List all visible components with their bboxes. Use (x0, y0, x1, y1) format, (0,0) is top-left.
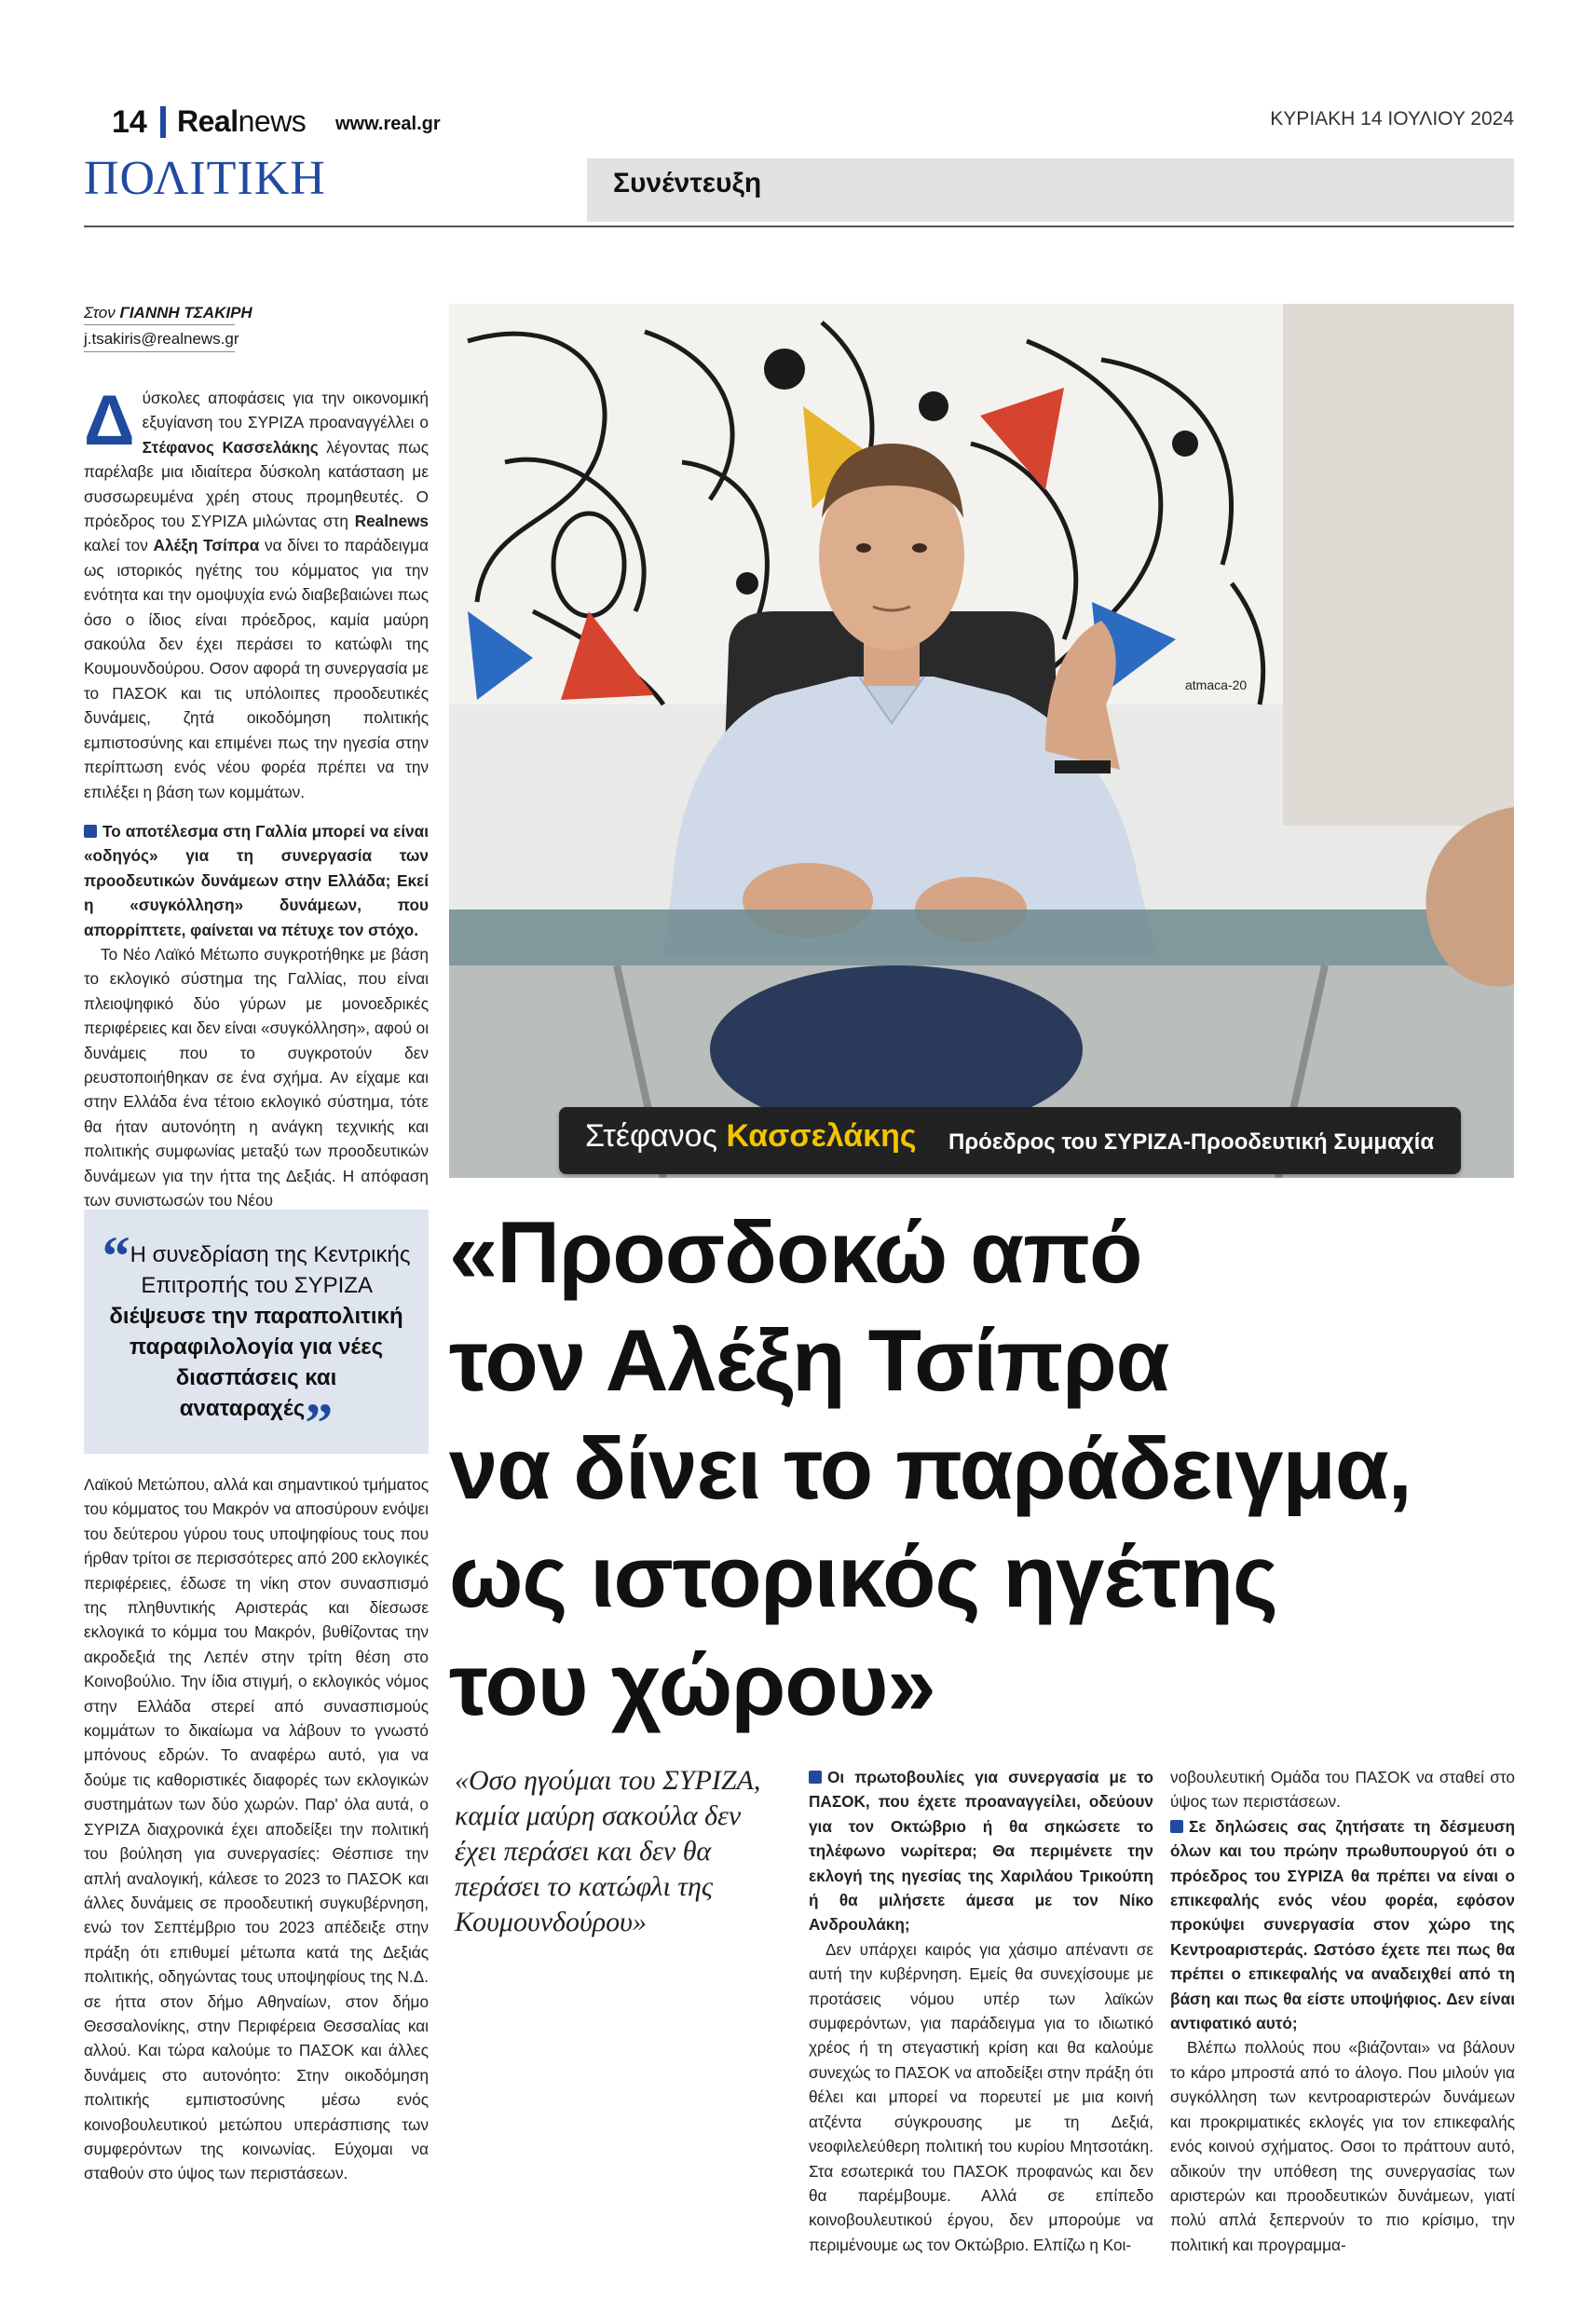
question-marker-icon (809, 1771, 822, 1784)
question-marker-icon (84, 825, 97, 838)
page-number: 14 (112, 104, 147, 140)
interview-question-2: Οι πρωτοβουλίες για συνεργασία με το ΠΑΣΟΚ, που έχετε προαναγγείλει, οδεύουν για τον Οκτώβριο ή θα σηκώσετε το τηλέφωνο νωρίτερα; Θα περιμένετε την εκλογή της ηγεσίας της Χαριλάου Τρικούπη ή θα μιλήσετε άμεσα με τον Νίκο Ανδρουλάκη; (809, 1768, 1153, 1935)
interview-photo (449, 304, 1514, 1178)
interview-answer-1-continued: Λαϊκού Μετώπου, αλλά και σημαντικού τμήματος του κόμματος του Μακρόν να αποσύρουν ενόψει του δεύτερου γύρου τους υποψηφίους τους που ήρθαν τρίτοι σε περισσότερες από 200 εκλογικές περιφέρειες, έδωσε τη νίκη στον συνασπισμό της πληθυντικής Αριστεράς και δίεσωσε εκλογικά το κόμμα του Μακρόν, βυθίζοντας την ακροδεξιά της Λεπέν στην τρίτη θέση στο Κοινοβούλιο. Την ίδια στιγμή, ο εκλογικός νόμος στην Ελλάδα στερεί από συνασπισμούς κομμάτων το δικαίωμα να λάβουν το γνωστό μπόνους εδρών. Το αναφέρω αυτό, για να δούμε τις καθοριστικές διαφορές των εκλογικών συστημάτων των δύο χωρών. Παρ' όλα αυτά, ο ΣΥΡΙΖΑ διαχρονικά έχει αποδείξει την πολιτική του βούληση για συνεργασίες: Θέσπισε την απλή αναλογική, κάλεσε το 2023 το ΠΑΣΟΚ και άλλες δυνάμεις σε προοδευτική συγκυβέρνηση, ενώ τον Σεπτέμβριο του 2023 απέδειξε στην πράξη ότι επιθυμεί μέτωπα κατά της Δεξιάς πολιτικής, οδηγώντας τους υποψηφίους της Ν.Δ. σε ήττα στον δήμο Αθηναίων, στον δήμο Θεσσαλονίκης, στην Περιφέρεια Θεσσαλίας και αλλού. Και τώρα καλούμε το ΠΑΣΟΚ και άλλες δυνάμεις στο αυτονόητο: Στην οικοδόμηση πολιτικής εμπιστοσύνης μέσω ενός κοινοβουλευτικού μετώπου υπεράσπισης των συμφερόντων της κοινωνίας. Εύχομαι να σταθούν στο ύψος των περιστάσεων. (84, 1475, 429, 2183)
publication-logo (177, 104, 306, 139)
interview-answer-2-continued: νοβουλευτική Ομάδα του ΠΑΣΟΚ να σταθεί στο ύψος των περιστάσεων. (1170, 1768, 1515, 1812)
intro-name: Στέφανος Κασσελάκης (142, 437, 319, 457)
website-url: www.real.gr (335, 114, 441, 134)
byline-author: ΓΙΑΝΝΗ ΤΣΑΚΙΡΗ (119, 304, 252, 321)
byline-prefix: Στον (84, 304, 116, 321)
brand-light: news (238, 104, 307, 138)
byline (84, 304, 252, 322)
headline-line: να δίνει το παράδειγμα, (449, 1419, 1412, 1517)
open-quote-icon: “ (102, 1225, 130, 1287)
painting-signature: atmaca-20 (1185, 677, 1248, 692)
issue-date: ΚΥΡΙΑΚΗ 14 ΙΟΥΛΙΟΥ 2024 (1270, 108, 1514, 130)
close-quote-icon: ” (305, 1392, 334, 1454)
intro-tsipras: Αλέξη Τσίπρα (153, 536, 260, 555)
photo-illustration (449, 304, 1514, 1178)
headline-line: τον Αλέξη Τσίπρα (449, 1311, 1169, 1409)
article-intro: Δύσκολες αποφάσεις για την οικονομική εξυγίανση του ΣΥΡΙΖΑ προαναγγέλλει ο Στέφανος Κασσελάκης λέγοντας πως παρέλαβε μια ιδιαίτερα δύσκολη κατάσταση με συσσωρευμένα χρέη στους προμηθευτές. Ο πρόεδρος του ΣΥΡΙΖΑ μιλώντας στη Realnews καλεί τον Αλέξη Τσίπρα να δίνει το παράδειγμα ως ιστορικός ηγέτης του κόμματος για την ενότητα και την ομοψυχία ενώ διαβεβαιώνει πως όσο ο ίδιος είναι πρόεδρος, καμία μαύρη σακούλα δεν έχει περάσει το κατώφλι της Κουμουνδούρου. Οσον αφορά τη συνεργασία με το ΠΑΣΟΚ και τις υπόλοιπες προοδευτικές δυνάμεις, ζητά οικοδόμηση πολιτικής εμπιστοσύνης και επιμένει πως την ηγεσία στην περίπτωση ενός νέου φορέα πρέπει να την επιλέξει η βάση των κομμάτων. (84, 381, 429, 801)
caption-name: Στέφανος Κασσελάκης (585, 1118, 917, 1154)
interview-question-3: Σε δηλώσεις σας ζητήσατε τη δέσμευση όλων και του πρώην πρωθυπουργού ότι ο πρόεδρος του ΣΥΡΙΖΑ θα πρέπει να είναι ο επικεφαλής ενός νέου φορέα, εφόσον προκύψει συνεργασία στον χώρο της Κεντροαριστεράς. Ωστόσο έχετε πει πως θα πρέπει ο επικεφαλής να αναδειχθεί από τη βάση και πως θα είστε υποψήφιος. Δεν είναι αντιφατικό αυτό; (1170, 1816, 1515, 2033)
drop-cap: Δ (84, 381, 135, 460)
article-column-right (1170, 1765, 1515, 2257)
headline-line: «Προσδοκώ από (449, 1203, 1142, 1301)
author-email: j.tsakiris@realnews.gr (84, 330, 239, 348)
section-title: ΠΟΛΙΤΙΚΗ (84, 152, 326, 205)
article-column-middle (809, 1765, 1153, 2257)
intro-brand: Realnews (354, 512, 429, 531)
caption-role: Πρόεδρος του ΣΥΡΙΖΑ-Προοδευτική Συμμαχία (948, 1129, 1435, 1155)
header-rule (84, 226, 1514, 227)
glass-desk (449, 910, 1514, 965)
headline (449, 1198, 1521, 1739)
byline-rule (84, 351, 235, 352)
article-column-left-top (84, 381, 430, 1212)
interview-answer-3: Βλέπω πολλούς που «βιάζονται» να βάλουν το κάρο μπροστά από το άλογο. Που μιλούν για συγκόλληση των κεντροαριστερών δυνάμεων και προκριματικές εκλογές για τον επικεφαλής ενός κοινού σχήματος. Οσοι το πράττουν αυτό, αδικούν την υπόθεση της συνεργασίας των αριστερών και προοδευτικών δυνάμεων, γιατί πολύ απλά ξεπερνούν το πιο κρίσιμο, την πολιτική και προγραμμα- (1170, 2038, 1515, 2254)
pull-quote: “Η συνεδρίαση της Κεντρικής Επιτροπής του ΣΥΡΙΖΑ διέψευσε την παραπολιτική παραφιλολογία για νέες διασπάσεις και αναταραχές” (102, 1225, 411, 1454)
section-tag: Συνέντευξη (613, 168, 762, 198)
brand-bold: Real (177, 104, 239, 138)
question-marker-icon (1170, 1820, 1183, 1833)
interview-question-1: Το αποτέλεσμα στη Γαλλία μπορεί να είναι «οδηγός» για τη συνεργασία των προοδευτικών δυνάμεων στην Ελλάδα; Εκεί η «συγκόλληση» δυνάμεων, που απορρίπτετε, φαίνεται να πέτυχε τον στόχο. (84, 821, 429, 939)
byline-rule (84, 324, 235, 325)
page-number-divider (160, 106, 166, 138)
wristwatch (1055, 760, 1111, 773)
highlight-quote: «Οσο ηγούμαι του ΣΥΡΙΖΑ, καμία μαύρη σακούλα δεν έχει περάσει και δεν θα περάσει το κατώφλι της Κουμουνδούρου» (455, 1765, 761, 1937)
headline-line: του χώρου» (449, 1635, 935, 1733)
interview-answer-2: Δεν υπάρχει καιρός για χάσιμο απέναντι σε αυτή την κυβέρνηση. Εμείς θα συνεχίσουμε με προτάσεις νόμου υπέρ των λαϊκών συμφερόντων, για παράδειγμα για το ιδιωτικό χρέος ή τη στεγαστική κρίση και θα καλούμε συνεχώς το ΠΑΣΟΚ να αποδείξει στην πράξη ότι θέλει και μπορεί να πορευτεί με μια κοινή ατζέντα σύγκρουσης με τη Δεξιά, νεοφιλελεύθερη πολιτική του κυρίου Μητσοτάκη. Στα εσωτερικά του ΠΑΣΟΚ προφανώς και δεν θα παρέμβουμε. Αλλά σε επίπεδο κοινοβουλευτικού έργου, δεν μπορούμε να περιμένουμε ως τον Οκτώβριο. Ελπίζω η Κοι- (809, 1939, 1153, 2254)
headline-line: ως ιστορικός ηγέτης (449, 1527, 1277, 1625)
interview-answer-1: Το Νέο Λαϊκό Μέτωπο συγκροτήθηκε με βάση το εκλογικό σύστημα της Γαλλίας, που είναι πλειοψηφικό δύο γύρων με μονοεδρικές περιφέρειες και δεν είναι «συγκόλληση», αφού οι δυνάμεις που το συγκροτούν δεν ρευστοποιήθηκαν σε ένα σχήμα. Αν είχαμε και στην Ελλάδα ένα τέτοιο εκλογικό σύστημα, τότε θα ήταν αυτονόητη η ανάγκη τεχνικής και πολιτικής συμφωνίας μεταξύ των προοδευτικών δυνάμεων για την ήττα της Δεξιάς. Η απόφαση των συνιστωσών του Νέου (84, 944, 430, 1210)
article-column-left-bottom (84, 1472, 429, 2186)
